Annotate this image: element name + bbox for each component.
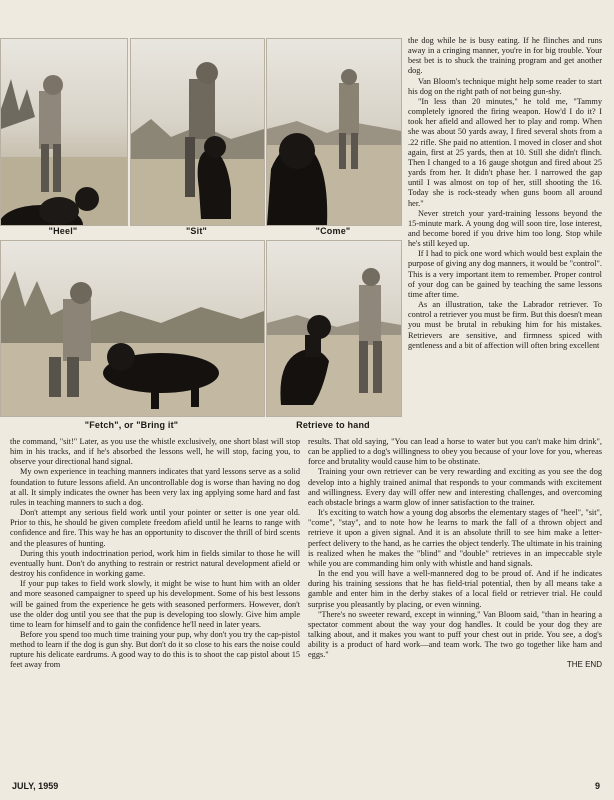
paragraph: "There's no sweeter reward, except in winning," Van Bloom said, "than in hearing a spectator comment about the way your dog handles. It could be your dog they are talking about, and it makes you want to puff your chest out in pride. You see, a dog's ability is a product of hard work—and team work. The two go together like ham and eggs.": [308, 609, 602, 660]
paragraph: As an illustration, take the Labrador retriever. To control a retriever you must be firm. But this doesn't mean you must be brutal in rebuking him for his mistakes. Retrievers are sensitive, and firmness spiced with gentleness and a bit of affection will often bring excellent: [408, 300, 602, 350]
photo-fetch: [0, 240, 265, 417]
footer-page-number: 9: [594, 781, 600, 791]
paragraph: the dog while he is busy eating. If he flinches and runs away in a cringing manner, you're in for big trouble. Your best bet is to shuck the training program and get another dog.: [408, 36, 602, 76]
photo-come: [266, 38, 402, 226]
caption-sit: "Sit": [185, 226, 208, 236]
paragraph: It's exciting to watch how a young dog absorbs the elementary stages of "heel", "sit", "come", "stay", and to note how he learns to mark the fall of a thrown object and retrieve it upon a given signal. And it is an absolute thrill to see him make a letter-perfect delivery to the hand, as he carries the object tenderly. The ultimate in his training is realized when he makes the "blind" and "double" retrieves in an impeccable style while you are commanding him only with whistle and hand signals.: [308, 508, 602, 568]
paragraph: If I had to pick one word which would best explain the purpose of giving any dog manners, it would be "control". This is a very important item to remember. Proper control of your dog can be gained by teaching the same lessons time after time.: [408, 249, 602, 299]
photo-come-image: [267, 39, 401, 225]
end-mark: THE END: [566, 660, 602, 670]
caption-fetch: "Fetch", or "Bring it": [84, 420, 179, 430]
caption-heel: "Heel": [48, 226, 78, 236]
photo-heel-image: [1, 39, 127, 225]
paragraph: Training your own retriever can be very rewarding and exciting as you see the dog develop into a highly trained animal that responds to your commands with excitement and willingness. Every day will offer new and interesting challenges, and overcoming each obstacle brings a warm glow of inner satisfaction to the trainer.: [308, 467, 602, 507]
paragraph: results. That old saying, "You can lead a horse to water but you can't make him drink", can be applied to a dog's willingness to obey you because of your love for you, whereas force and brutality would cause him to be obstinate.: [308, 437, 602, 467]
paragraph: In the end you will have a well-mannered dog to be proud of. And if he indicates during his training sessions that he has field-trial potential, then by all means take a gamble and enter him in the derby stakes of a local field or retriever trial. He could surprise you pleasantly by placing, or even winning.: [308, 569, 602, 609]
photo-sit: [130, 38, 265, 226]
paragraph: Van Bloom's technique might help some reader to start his dog on the right path of not being gun-shy.: [408, 76, 602, 96]
photo-retrieve-image: [267, 241, 401, 416]
paragraph: Don't attempt any serious field work until your pointer or setter is one year old. Prior to this, he should be given complete freedom afield until he learns to range with confidence and fire. This way he has an opportunity to discover the thrill of bird scents and the pleasures of hunting.: [10, 508, 300, 548]
photo-heel: [0, 38, 128, 226]
paragraph: My own experience in teaching manners indicates that yard lessons serve as a solid foundation to future lessons afield. An uncontrollable dog is worse than having no dog at all. It simply indicates the owner has been very lax ing applying some hard and fast rules in teaching manners to such a dog.: [10, 467, 300, 507]
text-column-left: [10, 437, 300, 671]
caption-retrieve: Retrieve to hand: [296, 420, 370, 430]
photo-sit-image: [131, 39, 264, 225]
paragraph: "In less than 20 minutes," he told me, "Tammy completely ignored the firing weapon. How'd I do it? I took her afield and allowed her to play and romp. When she was about 50 yards away, I fired several shots from a .22 rifle. She paid no attention. I moved in closer and shot again, first at 25 yards, then at 10. Still she didn't flinch. Then I changed to a 16 gauge shotgun and fired about 25 yards from her. It didn't phase her. I narrowed the gap until I was almost on top of her, still shooting the 16. Today she is rock-steady when guns boom all around her.": [408, 96, 602, 208]
photo-retrieve: [266, 240, 402, 417]
footer-issue-date: JULY, 1959: [12, 781, 59, 791]
caption-come: "Come": [315, 226, 351, 236]
paragraph: During this youth indoctrination period, work him in fields similar to those he will eventually hunt. Don't do anything to restrain or restrict natural development afield or destroy his confidence in working game.: [10, 548, 300, 579]
paragraph: If your pup takes to field work slowly, it might be wise to hunt him with an older and more seasoned campaigner to speed up his development. Some of his best lessons will be gained from the experience he gets with seasoned performers. However, don't use the older dog until you see that the pup is developing too slowly. Give him ample time to learn for himself and to gain the confidence he'll need in later years.: [10, 579, 300, 629]
text-column-right-top: [408, 36, 602, 351]
photo-fetch-image: [1, 241, 264, 416]
paragraph: the command, "sit!" Later, as you use the whistle exclusively, one short blast will stop him in his tracks, and if he's absorbed the lessons well, he will stop, facing you, to observe your directional hand signal.: [10, 437, 300, 467]
paragraph: Never stretch your yard-training lessons beyond the 15-minute mark. A young dog will soon tire, lose interest, and become bored if you drive him too long. Stop while he's still keyed up.: [408, 208, 602, 249]
text-column-right-bottom: [308, 437, 602, 671]
paragraph: Before you spend too much time training your pup, why don't you try the cap-pistol method to learn if the dog is gun shy. But don't do it so close to his ears the noise could rupture his delicate eardrums. A good way to do this is to shoot the cap pistol about 15 feet away from: [10, 629, 300, 670]
